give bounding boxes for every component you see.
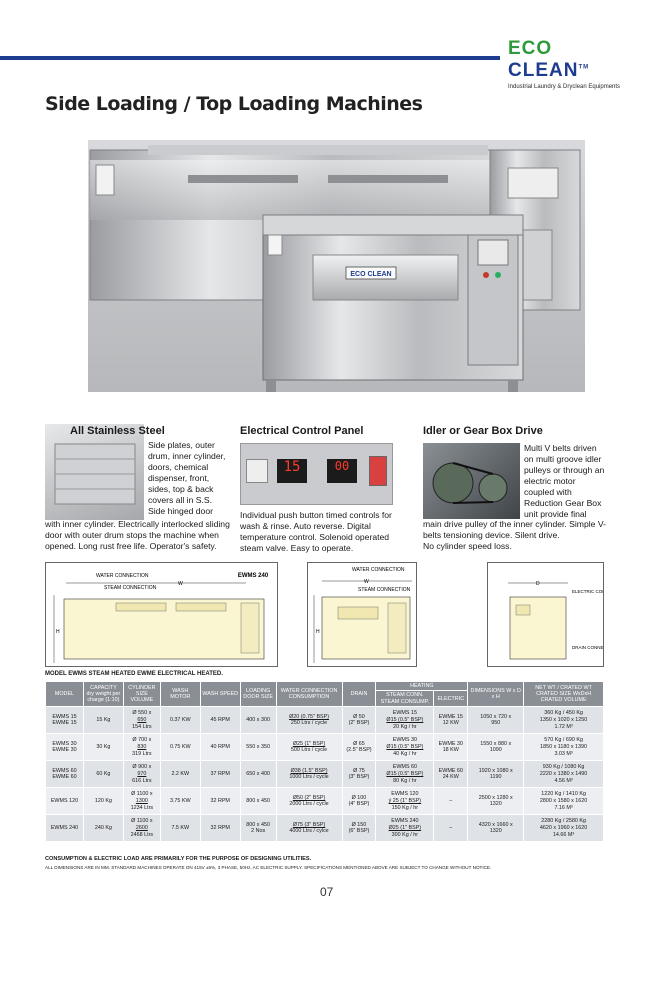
feature-1-title: All Stainless Steel — [70, 425, 165, 437]
drive-photo — [423, 443, 520, 519]
logo-tm: TM — [578, 64, 590, 71]
cell-weight: 2280 Kg / 2580 Kg 4620 x 1960 x 1620 14.66 M³ — [524, 815, 604, 842]
diagram-1-steam: STEAM CONNECTION — [104, 585, 157, 591]
cell-model: EWMS 60 EWME 60 — [46, 761, 84, 788]
cell-dimensions: 2500 x 1280 x 1320 — [468, 788, 524, 815]
eco-clean-logo — [508, 38, 638, 90]
cell-capacity: 30 Kg — [83, 734, 123, 761]
switch-panel — [246, 459, 268, 483]
th-cylinder: CYLINDER SIZE VOLUME — [123, 682, 160, 707]
header-rule — [0, 56, 500, 60]
display-right: 00 — [327, 459, 357, 483]
dimensions-note: ALL DIMENSIONS ARE IN MM. STANDARD MACHINES OPERATE ON 415V ±5%, 3 PHASE, 50Hz, AC ELECTRIC SUPPLY. SPECIFICATIONS MENTIONED ABOVE ARE SUBJECT TO CHANGE WITHOUT NOTICE. — [45, 865, 492, 870]
cell-steam: EWMS 30 Ø15 (0.5" BSP) 40 Kg / hr — [376, 734, 434, 761]
machine-photo — [88, 140, 585, 392]
cell-speed: 32 RPM — [200, 788, 240, 815]
cell-door: 400 x 300 — [240, 707, 276, 734]
cell-capacity: 15 Kg — [83, 707, 123, 734]
cell-speed: 40 RPM — [200, 734, 240, 761]
cell-drain: Ø 65 (2.5" BSP) — [342, 734, 376, 761]
cell-speed: 45 RPM — [200, 707, 240, 734]
logo-eco-text: ECO — [508, 38, 553, 59]
cell-motor: 2.2 KW — [160, 761, 200, 788]
logo-tagline: Industrial Laundry & Dryclean Equipments — [508, 84, 621, 90]
diagram-3-d: D — [536, 581, 540, 587]
diagram-1-h: H — [56, 629, 60, 635]
cell-motor: 3.75 KW — [160, 788, 200, 815]
spec-table — [45, 681, 604, 842]
cell-electric: EWME 60 24 KW — [434, 761, 468, 788]
th-capacity: CAPACITY dry weight per charge (1:10) — [83, 682, 123, 707]
diagram-2-steam: STEAM CONNECTION — [358, 587, 411, 593]
cell-door: 800 x 450 2 Nos — [240, 815, 276, 842]
cell-model: EWMS 240 — [46, 815, 84, 842]
cell-door: 800 x 450 — [240, 788, 276, 815]
cell-weight: 360 Kg / 450 Kg 1350 x 1020 x 1250 1.72 M³ — [524, 707, 604, 734]
cell-steam: EWMS 240 Ø25 (1" BSP) 300 Kg / hr — [376, 815, 434, 842]
cell-model: EWMS 120 — [46, 788, 84, 815]
cell-weight: 1220 Kg / 1410 Kg 2800 x 1580 x 1620 7.16 M³ — [524, 788, 604, 815]
cell-cylinder: Ø 900 x 970 616 Ltrs — [123, 761, 160, 788]
cell-capacity: 60 Kg — [83, 761, 123, 788]
cell-water: Ø25 (1" BSP) 500 Ltrs / cycle — [276, 734, 342, 761]
machine-illustration — [88, 140, 585, 392]
cell-steam: EWMS 120 ý 25 (1" BSP) 150 Kg / hr — [376, 788, 434, 815]
cell-electric: EWME 30 18 KW — [434, 734, 468, 761]
machine-badge: ECO CLEAN — [350, 271, 392, 278]
cell-weight: 930 Kg / 1080 Kg 2220 x 1380 x 1490 4.56 M³ — [524, 761, 604, 788]
table-row — [46, 734, 604, 761]
cell-weight: 570 Kg / 690 Kg 1850 x 1180 x 1390 3.03 M³ — [524, 734, 604, 761]
diagram-2-w: W — [364, 579, 369, 585]
feature-2-title: Electrical Control Panel — [240, 425, 364, 437]
cell-drain: Ø 100 (4" BSP) — [342, 788, 376, 815]
cell-model: EWMS 30 EWME 30 — [46, 734, 84, 761]
th-water: WATER CONNECTION CONSUMPTION — [276, 682, 342, 707]
th-steam: STEAM CONN. STEAM CONSUMP. — [376, 691, 434, 707]
cell-motor: 7.5 KW — [160, 815, 200, 842]
feature-2-text — [240, 424, 400, 441]
feature-2-body-text: Individual push button timed controls for wash & rinse. Auto reverse. Digital temperature control. Solenoid operated steam valve. — [240, 510, 392, 553]
diagram-1-w: W — [178, 581, 183, 587]
diagram-side-view — [487, 562, 604, 667]
cell-steam: EWMS 15 Ø15 (0.5" BSP) 20 Kg / hr — [376, 707, 434, 734]
consumption-note: CONSUMPTION & ELECTRIC LOAD ARE PRIMARILY FOR THE PURPOSE OF DESIGNING UTILITIES. — [45, 856, 312, 862]
feature-3-highlight: Silent drive. — [514, 530, 560, 540]
diagram-ewms-240 — [45, 562, 278, 667]
logo-clean-text: CLEAN — [508, 60, 579, 81]
display-left: 15 — [277, 459, 307, 483]
push-button — [369, 456, 387, 486]
cell-motor: 0.37 KW — [160, 707, 200, 734]
page-title: Side Loading / Top Loading Machines — [45, 93, 423, 115]
th-drain: DRAIN — [342, 682, 376, 707]
model-note: MODEL EWMS STEAM HEATED EWME ELECTRICAL HEATED. — [45, 671, 223, 677]
cell-capacity: 240 Kg — [83, 815, 123, 842]
table-row — [46, 815, 604, 842]
th-model: MODEL — [46, 682, 84, 707]
cell-dimensions: 1050 x 720 x 950 — [468, 707, 524, 734]
feature-1-highlight: Long rust free life. Operator's safety. — [78, 541, 217, 551]
feature-3-highlight-2: No cylinder speed loss. — [423, 541, 512, 551]
th-net-wt: NET WT / CRATED WT CRATED SIZE WxDxH CRATED VOLUME — [524, 682, 604, 707]
cell-steam: EWMS 60 Ø15 (0.5" BSP) 80 Kg / hr — [376, 761, 434, 788]
cell-electric: EWME 15 12 KW — [434, 707, 468, 734]
feature-3-title: Idler or Gear Box Drive — [423, 425, 543, 437]
pulley-illustration — [423, 443, 520, 519]
diagram-1-water: WATER CONNECTION — [96, 573, 149, 579]
cell-water: Ø50 (2" BSP) 2000 Ltrs / cycle — [276, 788, 342, 815]
feature-3-body: main drive pulley of the inner cylinder. Simple V- belts tensioning device. Silent drive. No cylinder speed loss. — [423, 519, 606, 551]
cell-water: Ø20 (0.75" BSP) 250 Ltrs / cycle — [276, 707, 342, 734]
diagram-1-drawing — [46, 563, 277, 666]
cell-capacity: 120 Kg — [83, 788, 123, 815]
table-row — [46, 761, 604, 788]
feature-2-body — [240, 510, 400, 554]
cell-door: 550 x 350 — [240, 734, 276, 761]
table-header-row — [46, 682, 604, 691]
cell-drain: Ø 75 (3" BSP) — [342, 761, 376, 788]
feature-1-body: with inner cylinder. Electrically interlocked sliding door with outer drum stops the machine when opened. Long rust free life. Operator's safety. — [45, 519, 230, 551]
cell-speed: 37 RPM — [200, 761, 240, 788]
th-heating: HEATING — [376, 682, 468, 691]
cell-electric: – — [434, 788, 468, 815]
cell-water: Ø75 (3" BSP) 4000 Ltrs / cylce — [276, 815, 342, 842]
cell-dimensions: 4320 x 1660 x 1320 — [468, 815, 524, 842]
cell-dimensions: 1550 x 880 x 1090 — [468, 734, 524, 761]
feature-1-body-top: Side plates, outer drum, inner cylinder, doors, chemical dispenser, front, sides, top & back covers all in S.S. Side hinged door — [148, 440, 226, 516]
diagram-1-title: EWMS 240 — [237, 573, 269, 579]
table-row — [46, 788, 604, 815]
feature-3-body-top: Multi V belts driven on multi groove idler pulleys or through an electric motor coupled with Reduction Gear Box unit provide final — [524, 443, 605, 519]
th-electric: ELECTRIC — [434, 691, 468, 707]
control-panel-photo — [240, 443, 393, 505]
diagram-side-loading — [307, 562, 417, 667]
th-wash-motor: WASH MOTOR — [160, 682, 200, 707]
cell-motor: 0.75 KW — [160, 734, 200, 761]
cell-cylinder: Ø 550 x 650 154 Ltrs — [123, 707, 160, 734]
feature-2-highlight: Easy to operate. — [290, 543, 354, 553]
diagram-3-drain: DRAIN CONNE — [572, 645, 603, 650]
diagram-3-electric: ELECTRIC CO — [572, 589, 603, 594]
cell-model: EWMS 15 EWME 15 — [46, 707, 84, 734]
th-dimensions: DIMENSIONS W x D x H — [468, 682, 524, 707]
cell-cylinder: Ø 700 x 830 319 Ltrs — [123, 734, 160, 761]
th-loading-door: LOADING DOOR SIZE — [240, 682, 276, 707]
th-wash-speed: WASH SPEED — [200, 682, 240, 707]
diagram-2-h: H — [316, 629, 320, 635]
diagram-2-water: WATER CONNECTION — [352, 567, 405, 573]
cell-drain: Ø 50 (2" BSP) — [342, 707, 376, 734]
cell-dimensions: 1920 x 1080 x 1190 — [468, 761, 524, 788]
cell-cylinder: Ø 1100 x 2600 2468 Ltrs — [123, 815, 160, 842]
cell-cylinder: Ø 1100 x 1300 1234 Ltrs — [123, 788, 160, 815]
cell-door: 650 x 400 — [240, 761, 276, 788]
diagram-2-drawing — [308, 563, 416, 666]
page-number: 07 — [320, 885, 334, 899]
cell-electric: – — [434, 815, 468, 842]
feature-3-text — [423, 424, 603, 441]
cell-drain: Ø 150 (6" BSP) — [342, 815, 376, 842]
cell-water: Ø38 (1.5" BSP) 1000 Ltrs / cycle — [276, 761, 342, 788]
table-row — [46, 707, 604, 734]
diagram-3-drawing — [488, 563, 603, 666]
cell-speed: 32 RPM — [200, 815, 240, 842]
feature-1-text — [45, 424, 225, 441]
